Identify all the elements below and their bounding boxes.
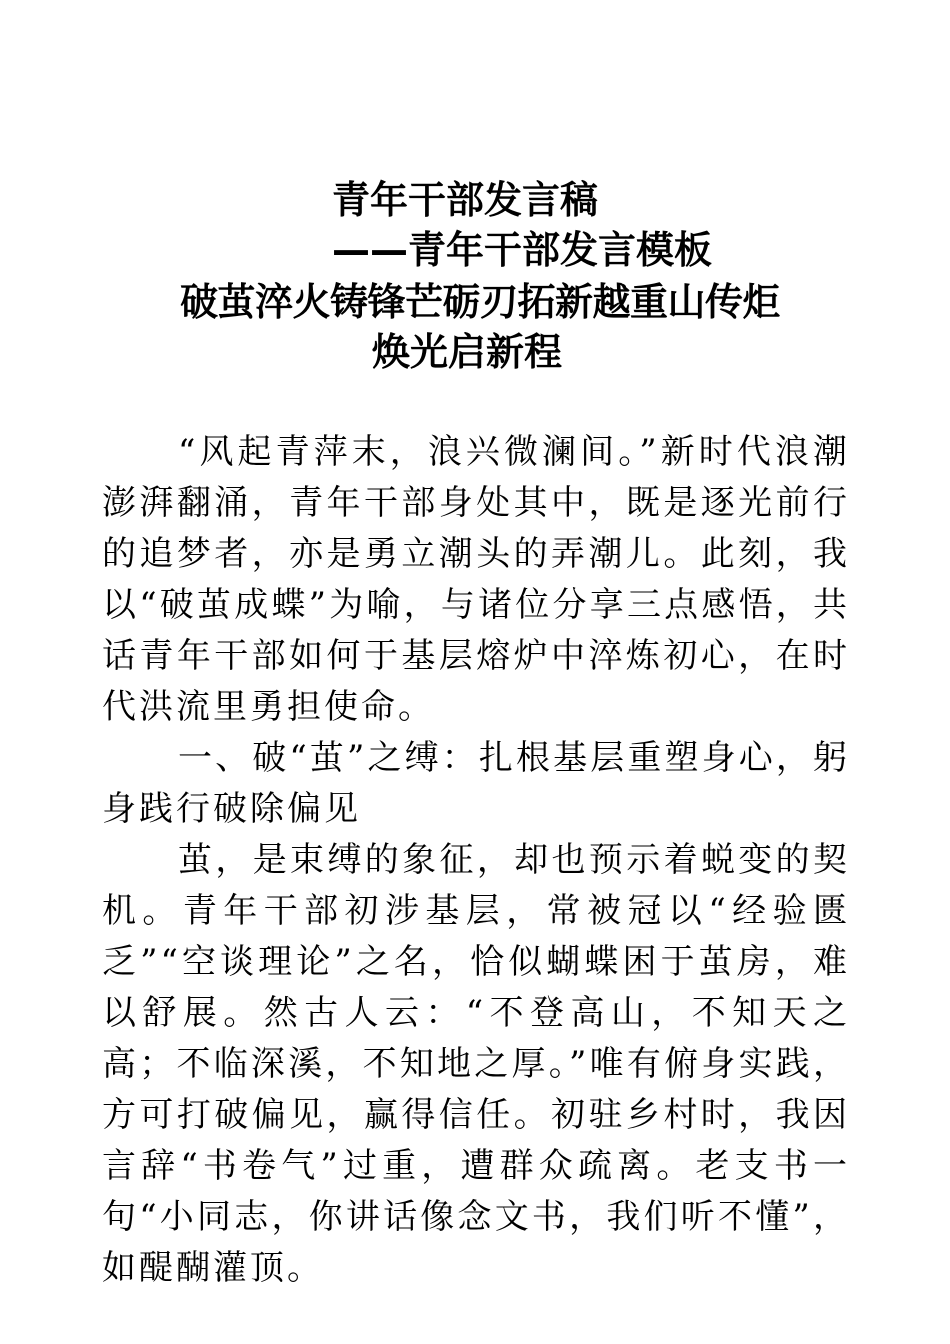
paragraph-section-1: 茧，是束缚的象征，却也预示着蜕变的契机。青年干部初涉基层，常被冠以“经验匮乏”“空谈理论”之名，恰似蝴蝶困于茧房，难以舒展。然古人云：“不登高山，不知天之高；不临深溪，不知地之厚。”唯有俯身实践，方可打破偏见，赢得信任。初驻乡村时，我因言辞“书卷气”过重，遭群众疏离。老支书一句“小同志，你讲话像念文书，我们听不懂”，如醍醐灌顶。 — [102, 840, 850, 1288]
document-title: 青年干部发言稿 — [332, 178, 599, 222]
document-body — [102, 427, 850, 1294]
paragraph-intro: “风起青萍末，浪兴微澜间。”新时代浪潮澎湃翻涌，青年干部身处其中，既是逐光前行的追梦者，亦是勇立潮头的弄潮儿。此刻，我以“破茧成蝶”为喻，与诸位分享三点感悟，共话青年干部如何于基层熔炉中淬炼初心，在时代洪流里勇担使命。 — [102, 432, 850, 727]
document-subtitle: ——青年干部发言模板 — [332, 228, 713, 272]
speech-title-line1: 破茧淬火铸锋芒砺刃拓新越重山传炬 — [180, 280, 781, 324]
speech-title-line2: 焕光启新程 — [372, 330, 563, 374]
section-heading-1: 一、破“茧”之缚：扎根基层重塑身心，躬身践行破除偏见 — [102, 738, 850, 829]
